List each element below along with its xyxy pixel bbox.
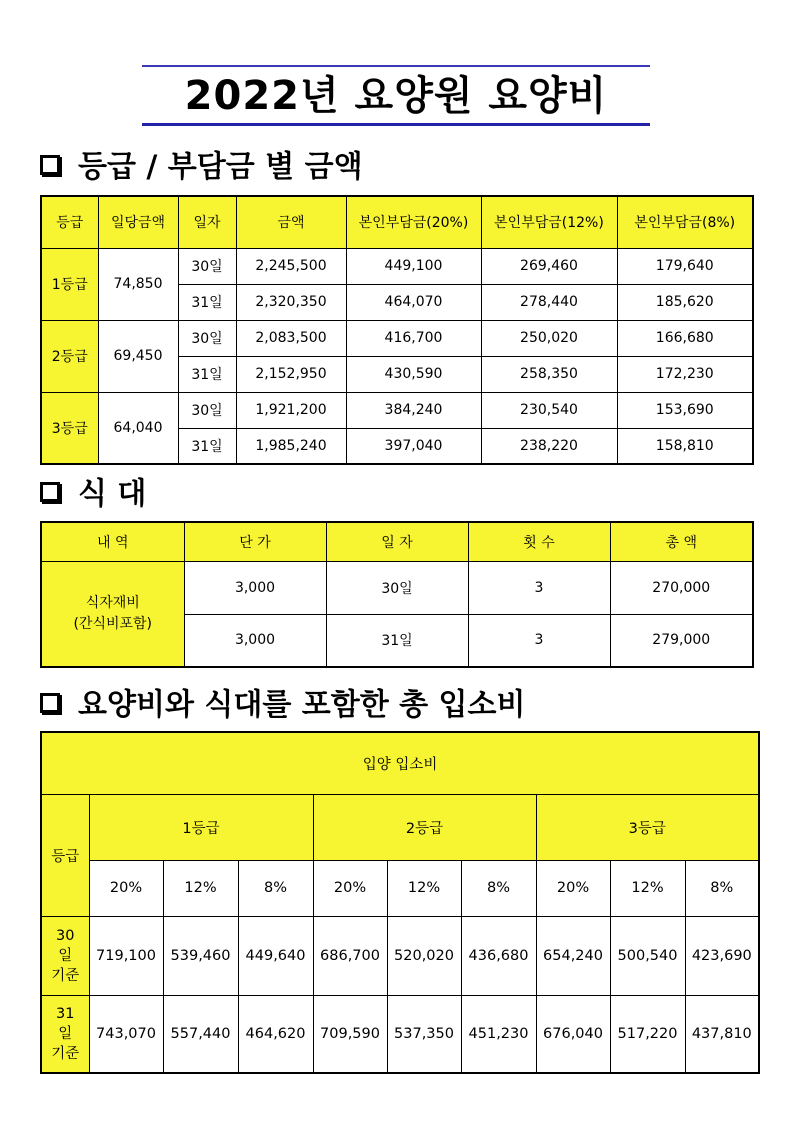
value-cell: 437,810 <box>685 995 759 1073</box>
copay-12-cell: 269,460 <box>481 248 617 284</box>
daily-amount-cell: 64,040 <box>98 392 178 464</box>
grade-label-cell: 등급 <box>41 794 89 916</box>
days-cell: 31일 <box>178 428 236 464</box>
value-cell: 464,620 <box>238 995 313 1073</box>
value-cell: 743,070 <box>89 995 163 1073</box>
row-label-unit: 일 <box>58 947 73 964</box>
header-cell: 본인부담금(20%) <box>346 196 481 248</box>
section-heading-total <box>40 685 526 725</box>
grade-header-cell: 2등급 <box>313 794 536 860</box>
copay-12-cell: 278,440 <box>481 284 617 320</box>
days-cell: 31일 <box>178 284 236 320</box>
section-title: 요양비와 식대를 포함한 총 입소비 <box>78 687 526 723</box>
value-cell: 654,240 <box>536 916 610 995</box>
table-main-header: 입양 입소비 <box>41 732 759 794</box>
meal-item-note: (간식비포함) <box>73 615 153 632</box>
grade-cell: 2등급 <box>41 320 98 392</box>
copay-12-cell: 250,020 <box>481 320 617 356</box>
copay-8-cell: 153,690 <box>617 392 753 428</box>
copay-20-cell: 464,070 <box>346 284 481 320</box>
days-cell: 31일 <box>326 614 468 667</box>
table-row <box>41 916 759 995</box>
copay-12-cell: 238,220 <box>481 428 617 464</box>
meal-cost-table <box>40 521 754 668</box>
checkbox-bullet-icon <box>40 482 60 502</box>
table-header-row <box>41 196 753 248</box>
row-label-basis: 기준 <box>51 1045 80 1062</box>
rate-cell: 12% <box>163 860 238 916</box>
copay-12-cell: 258,350 <box>481 356 617 392</box>
grade-cell: 1등급 <box>41 248 98 320</box>
value-cell: 676,040 <box>536 995 610 1073</box>
copay-8-cell: 185,620 <box>617 284 753 320</box>
copay-8-cell: 166,680 <box>617 320 753 356</box>
meal-item-name: 식자재비 <box>85 594 140 611</box>
total-cell: 270,000 <box>610 561 753 614</box>
value-cell: 719,100 <box>89 916 163 995</box>
copay-8-cell: 172,230 <box>617 356 753 392</box>
table-header-row <box>41 522 753 561</box>
copay-20-cell: 397,040 <box>346 428 481 464</box>
rate-cell: 20% <box>536 860 610 916</box>
grade-cell: 3등급 <box>41 392 98 464</box>
title-bottom-rule <box>142 123 650 126</box>
count-cell: 3 <box>468 561 610 614</box>
rate-cell: 8% <box>238 860 313 916</box>
value-cell: 517,220 <box>610 995 685 1073</box>
days-cell: 30일 <box>326 561 468 614</box>
rate-cell: 12% <box>387 860 461 916</box>
value-cell: 709,590 <box>313 995 387 1073</box>
header-cell: 단 가 <box>184 522 326 561</box>
grade-header-row <box>41 794 759 860</box>
title-block <box>142 62 650 128</box>
header-cell: 일 자 <box>326 522 468 561</box>
value-cell: 449,640 <box>238 916 313 995</box>
row-label-days: 30 <box>56 927 75 944</box>
value-cell: 436,680 <box>461 916 536 995</box>
unit-price-cell: 3,000 <box>184 561 326 614</box>
table-row <box>41 995 759 1073</box>
section-title: 식 대 <box>78 476 147 512</box>
rate-header-row <box>41 860 759 916</box>
grade-header-cell: 1등급 <box>89 794 313 860</box>
copay-20-cell: 449,100 <box>346 248 481 284</box>
header-cell: 일당금액 <box>98 196 178 248</box>
value-cell: 423,690 <box>685 916 759 995</box>
page-title: 2022년 요양원 요양비 <box>184 73 608 119</box>
header-cell: 횟 수 <box>468 522 610 561</box>
value-cell: 539,460 <box>163 916 238 995</box>
copay-8-cell: 179,640 <box>617 248 753 284</box>
copay-20-cell: 384,240 <box>346 392 481 428</box>
table-header-row <box>41 732 759 794</box>
daily-amount-cell: 74,850 <box>98 248 178 320</box>
days-cell: 30일 <box>178 320 236 356</box>
value-cell: 500,540 <box>610 916 685 995</box>
daily-amount-cell: 69,450 <box>98 320 178 392</box>
table-row <box>41 392 753 428</box>
days-cell: 30일 <box>178 392 236 428</box>
title-top-rule <box>142 65 650 67</box>
copay-8-cell: 158,810 <box>617 428 753 464</box>
unit-price-cell: 3,000 <box>184 614 326 667</box>
row-label-days: 31 <box>56 1005 75 1022</box>
amount-cell: 2,320,350 <box>236 284 346 320</box>
row-label-cell <box>41 916 89 995</box>
header-cell: 내 역 <box>41 522 184 561</box>
rate-cell: 20% <box>89 860 163 916</box>
row-label-unit: 일 <box>58 1025 73 1042</box>
header-cell: 일자 <box>178 196 236 248</box>
amount-cell: 1,921,200 <box>236 392 346 428</box>
rate-cell: 12% <box>610 860 685 916</box>
table-row <box>41 561 753 614</box>
grade-cost-table <box>40 195 754 465</box>
amount-cell: 2,083,500 <box>236 320 346 356</box>
checkbox-bullet-icon <box>40 155 60 175</box>
value-cell: 686,700 <box>313 916 387 995</box>
days-cell: 31일 <box>178 356 236 392</box>
value-cell: 520,020 <box>387 916 461 995</box>
rate-cell: 8% <box>685 860 759 916</box>
amount-cell: 2,152,950 <box>236 356 346 392</box>
header-cell: 본인부담금(12%) <box>481 196 617 248</box>
copay-20-cell: 416,700 <box>346 320 481 356</box>
checkbox-bullet-icon <box>40 693 60 713</box>
table-row <box>41 248 753 284</box>
header-cell: 금액 <box>236 196 346 248</box>
days-cell: 30일 <box>178 248 236 284</box>
rate-cell: 20% <box>313 860 387 916</box>
amount-cell: 2,245,500 <box>236 248 346 284</box>
row-label-basis: 기준 <box>51 967 80 984</box>
grade-header-cell: 3등급 <box>536 794 759 860</box>
table-row <box>41 320 753 356</box>
amount-cell: 1,985,240 <box>236 428 346 464</box>
meal-item-cell <box>41 561 184 667</box>
total-admission-table <box>40 731 760 1074</box>
rate-cell: 8% <box>461 860 536 916</box>
copay-12-cell: 230,540 <box>481 392 617 428</box>
header-cell: 본인부담금(8%) <box>617 196 753 248</box>
copay-20-cell: 430,590 <box>346 356 481 392</box>
header-cell: 등급 <box>41 196 98 248</box>
value-cell: 537,350 <box>387 995 461 1073</box>
section-title: 등급 / 부담금 별 금액 <box>78 149 363 185</box>
section-heading-grade-cost <box>40 147 363 187</box>
value-cell: 451,230 <box>461 995 536 1073</box>
section-heading-meals <box>40 474 146 514</box>
count-cell: 3 <box>468 614 610 667</box>
total-cell: 279,000 <box>610 614 753 667</box>
row-label-cell <box>41 995 89 1073</box>
value-cell: 557,440 <box>163 995 238 1073</box>
header-cell: 총 액 <box>610 522 753 561</box>
